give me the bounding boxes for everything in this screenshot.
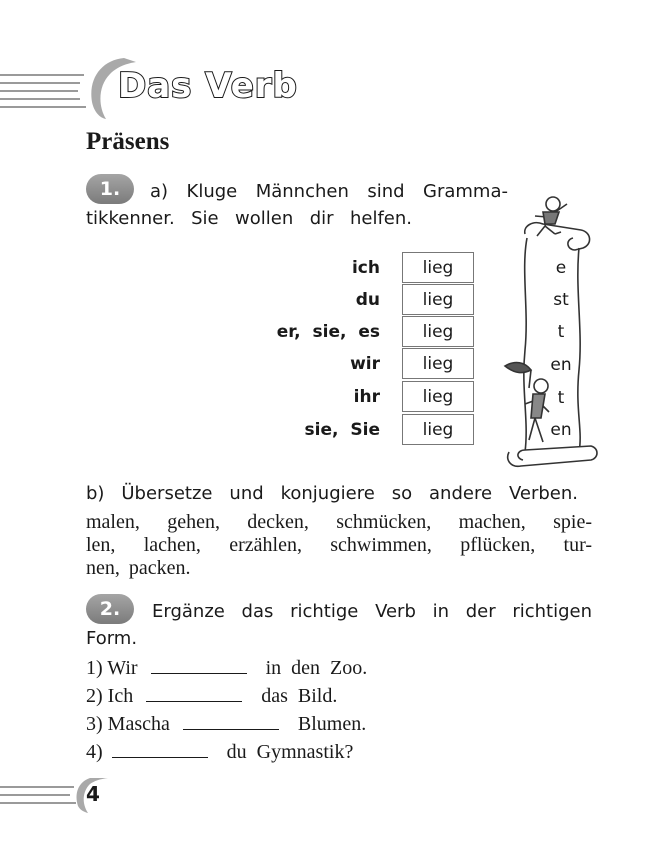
stem-cell: lieg — [402, 381, 474, 412]
exercise-sentence — [86, 713, 366, 736]
sentence-lead: 3) Mascha — [86, 713, 170, 735]
task-1-part-b: b) Übersetze und konjugiere so andere Verben. — [86, 483, 578, 504]
ending-text: en — [550, 355, 572, 375]
answer-blank[interactable] — [151, 657, 247, 674]
pronoun-ihr: ihr — [353, 387, 380, 407]
sentence-tail: du Gymnastik? — [226, 741, 354, 763]
sentence-lead: 2) Ich — [86, 685, 134, 707]
ending-text: e — [555, 258, 567, 278]
ending-text: st — [553, 290, 569, 310]
pronoun-wir: wir — [350, 354, 380, 374]
ending-text: t — [557, 322, 565, 342]
answer-blank[interactable] — [183, 713, 279, 730]
sentence-tail: das Bild. — [261, 685, 338, 707]
exercise-sentence — [86, 685, 337, 708]
page-title: Das Verb — [118, 66, 298, 106]
task-1-intro-line-2: tikkenner. Sie wollen dir helfen. — [86, 208, 412, 229]
answer-blank[interactable] — [112, 741, 208, 758]
sentence-tail: in den Zoo. — [265, 657, 368, 679]
stem-cell: lieg — [402, 414, 474, 445]
task-1-badge: 1. — [86, 174, 134, 204]
pronoun-ich: ich — [351, 258, 380, 278]
task-1-intro-line-1: a) Kluge Männchen sind Gramma- — [150, 181, 508, 202]
verb-list-line-1: malen, gehen, decken, schmücken, machen, spie- — [86, 511, 592, 533]
section-title: Präsens — [86, 128, 170, 155]
sentence-lead: 4) — [86, 741, 103, 763]
exercise-sentence — [86, 657, 367, 680]
ending-text: t — [557, 388, 565, 408]
exercise-sentence — [86, 741, 353, 764]
pronoun-du: du — [355, 290, 380, 310]
task-2-instruction-line-2: Form. — [86, 628, 138, 649]
stem-cell: lieg — [402, 316, 474, 347]
answer-blank[interactable] — [146, 685, 242, 702]
pronoun-sie-Sie: sie, Sie — [304, 420, 380, 440]
verb-list-line-3: nen, packen. — [86, 557, 191, 579]
page-number: 4 — [86, 782, 100, 806]
pronoun-er-sie-es: er, sie, es — [276, 322, 380, 342]
header-rule-lines — [0, 70, 90, 114]
task-2-instruction-line-1: Ergänze das richtige Verb in der richtigen — [152, 601, 592, 622]
task-2-badge: 2. — [86, 594, 134, 624]
sentence-tail: Blumen. — [297, 713, 367, 735]
ending-text: en — [550, 420, 572, 440]
stem-cell: lieg — [402, 284, 474, 315]
verb-list-line-2: len, lachen, erzählen, schwimmen, pflücken, tur- — [86, 534, 592, 556]
sentence-lead: 1) Wir — [86, 657, 138, 679]
stem-cell: lieg — [402, 252, 474, 283]
stem-cell: lieg — [402, 348, 474, 379]
